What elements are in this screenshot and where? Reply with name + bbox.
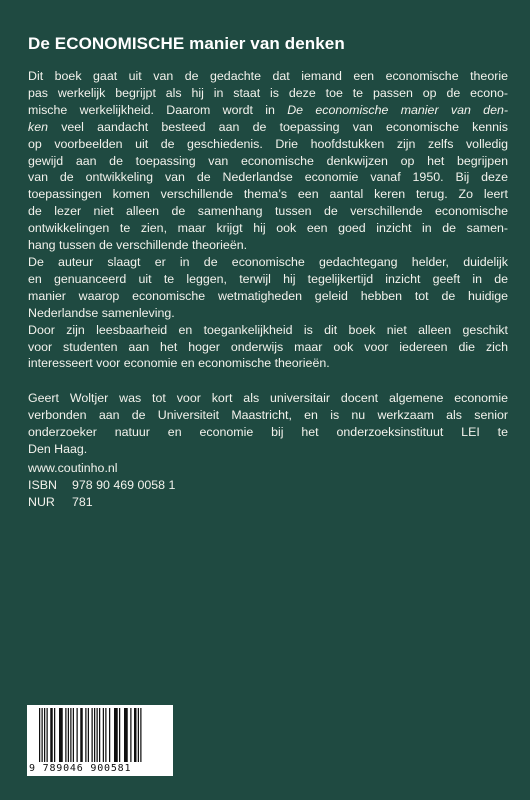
barcode-bar xyxy=(65,708,66,762)
blurb-line xyxy=(28,305,508,322)
blurb-line xyxy=(28,254,508,271)
barcode-bar xyxy=(138,708,139,762)
blurb-line-text: De auteur slaagt er in de economische gedachtegang helder, duidelijk xyxy=(28,254,508,269)
blurb-line-text: Dit boek gaat uit van de gedachte dat iemand een economische theorie xyxy=(28,69,508,83)
author-line xyxy=(28,441,508,458)
author-line-text: Geert Woltjer was tot voor kort als universitair docent algemene economie xyxy=(28,391,508,405)
blurb-line xyxy=(28,85,508,102)
blurb-line-text: de lezer niet alleen de samenhang tussen de verschillende economische xyxy=(28,204,508,219)
blurb-line-italic: De economische manier van den- xyxy=(287,102,508,117)
blurb-line-text: en genuanceerd uit te leggen, terwijl hij tegelijkertijd inzicht geeft in de xyxy=(28,271,508,286)
author-bio xyxy=(28,390,508,458)
blurb-line xyxy=(28,186,508,203)
barcode-bar xyxy=(119,708,120,762)
barcode-bar xyxy=(47,708,48,762)
isbn-value: 978 90 469 0058 1 xyxy=(72,477,176,492)
blurb-line-text: ontwikkelingen te zien, maar krijgt hij ook een goed inzicht in de samen- xyxy=(28,221,508,236)
barcode-bar xyxy=(97,708,98,762)
barcode-bar xyxy=(73,708,74,762)
blurb-line xyxy=(28,355,508,372)
blurb-line-text: mische werkelijkheid. Daarom wordt in xyxy=(28,102,288,117)
blurb-line-text: hang tussen de verschillende theorieën. xyxy=(28,238,248,253)
barcode-bar xyxy=(59,708,63,762)
blurb-line-text: veel aandacht besteed aan de toepassing van economische kennis xyxy=(47,119,508,134)
blurb-line xyxy=(28,68,508,85)
barcode-bar xyxy=(94,708,95,762)
nur-row xyxy=(28,494,508,511)
isbn-label: ISBN xyxy=(28,477,57,492)
barcode-digits: 9 789046 900581 xyxy=(29,763,132,774)
barcode-bar xyxy=(68,708,69,762)
book-title: De ECONOMISCHE manier van denken xyxy=(28,34,345,53)
blurb-line-text: interesseert voor economie en economische theorieën. xyxy=(28,356,330,371)
blurb-line xyxy=(28,271,508,288)
blurb-line-text: toepassingen komen verschillende thema’s een aantal keren terug. Zo leert xyxy=(28,187,508,202)
blurb-line xyxy=(28,136,508,153)
blurb-line xyxy=(28,237,508,254)
blurb-line-text: voor studenten aan het hoger onderwijs maar ook voor iedereen die zich xyxy=(28,339,508,354)
publisher-website: www.coutinho.nl xyxy=(28,461,118,475)
blurb-line xyxy=(28,102,508,119)
author-line xyxy=(28,424,508,441)
blurb-line-text: gewijd aan de toepassing van economische denkwijzen op het begrijpen xyxy=(28,153,508,168)
barcode-bar xyxy=(124,708,128,762)
blurb-line xyxy=(28,220,508,237)
barcode-bar xyxy=(103,708,104,762)
barcode-bars xyxy=(37,708,165,764)
barcode-bar xyxy=(39,708,40,762)
blurb-line xyxy=(28,322,508,339)
blurb-line-text: van de ontwikkeling van de Nederlandse economie vanaf 1950. Bij deze xyxy=(28,170,508,185)
author-line xyxy=(28,407,508,424)
barcode-bar xyxy=(114,708,118,762)
barcode-bar xyxy=(134,708,137,762)
barcode-bar xyxy=(42,708,43,762)
blurb-line xyxy=(28,153,508,170)
barcode-bar xyxy=(130,708,131,762)
author-line-text: onderzoeker natuur en economie bij het onderzoeksinstituut LEI te xyxy=(28,424,508,439)
blurb-line-text: op voorbeelden uit de geschiedenis. Drie hoofdstukken zijn zelfs volledig xyxy=(28,136,508,151)
barcode-bar xyxy=(85,708,86,762)
barcode-bar xyxy=(109,708,110,762)
barcode-bar xyxy=(99,708,100,762)
author-line xyxy=(28,390,508,407)
blurb-line-italic: ken xyxy=(28,119,48,134)
blurb-text xyxy=(28,68,508,372)
blurb-line xyxy=(28,339,508,356)
barcode-bar xyxy=(54,708,55,762)
barcode-bar xyxy=(77,708,78,762)
isbn-barcode xyxy=(27,705,173,776)
barcode-bar xyxy=(50,708,53,762)
isbn-row xyxy=(28,477,508,494)
blurb-line-text: pas werkelijk begrijpt als hij in staat is deze toe te passen op de econo- xyxy=(28,85,508,100)
barcode-bar xyxy=(88,708,89,762)
blurb-line-text: Door zijn leesbaarheid en toegankelijkheid is dit boek niet alleen geschikt xyxy=(28,322,508,337)
barcode-bar xyxy=(92,708,93,762)
nur-value: 781 xyxy=(72,494,93,509)
barcode-bar xyxy=(44,708,45,762)
barcode-bar xyxy=(70,708,71,762)
blurb-line xyxy=(28,203,508,220)
barcode-bar xyxy=(105,708,106,762)
blurb-line xyxy=(28,288,508,305)
author-line-text: Den Haag. xyxy=(28,441,88,456)
blurb-line-text: Nederlandse samenleving. xyxy=(28,305,175,320)
barcode-bar xyxy=(140,708,141,762)
blurb-line xyxy=(28,169,508,186)
publication-info xyxy=(28,460,508,511)
blurb-line xyxy=(28,119,508,136)
author-line-text: verbonden aan de Universiteit Maastricht, en is nu werkzaam als senior xyxy=(28,407,508,422)
nur-label: NUR xyxy=(28,494,55,509)
barcode-bar xyxy=(80,708,83,762)
blurb-line-text: manier waarop economische wetmatigheden geleid hebben tot de huidige xyxy=(28,288,508,303)
